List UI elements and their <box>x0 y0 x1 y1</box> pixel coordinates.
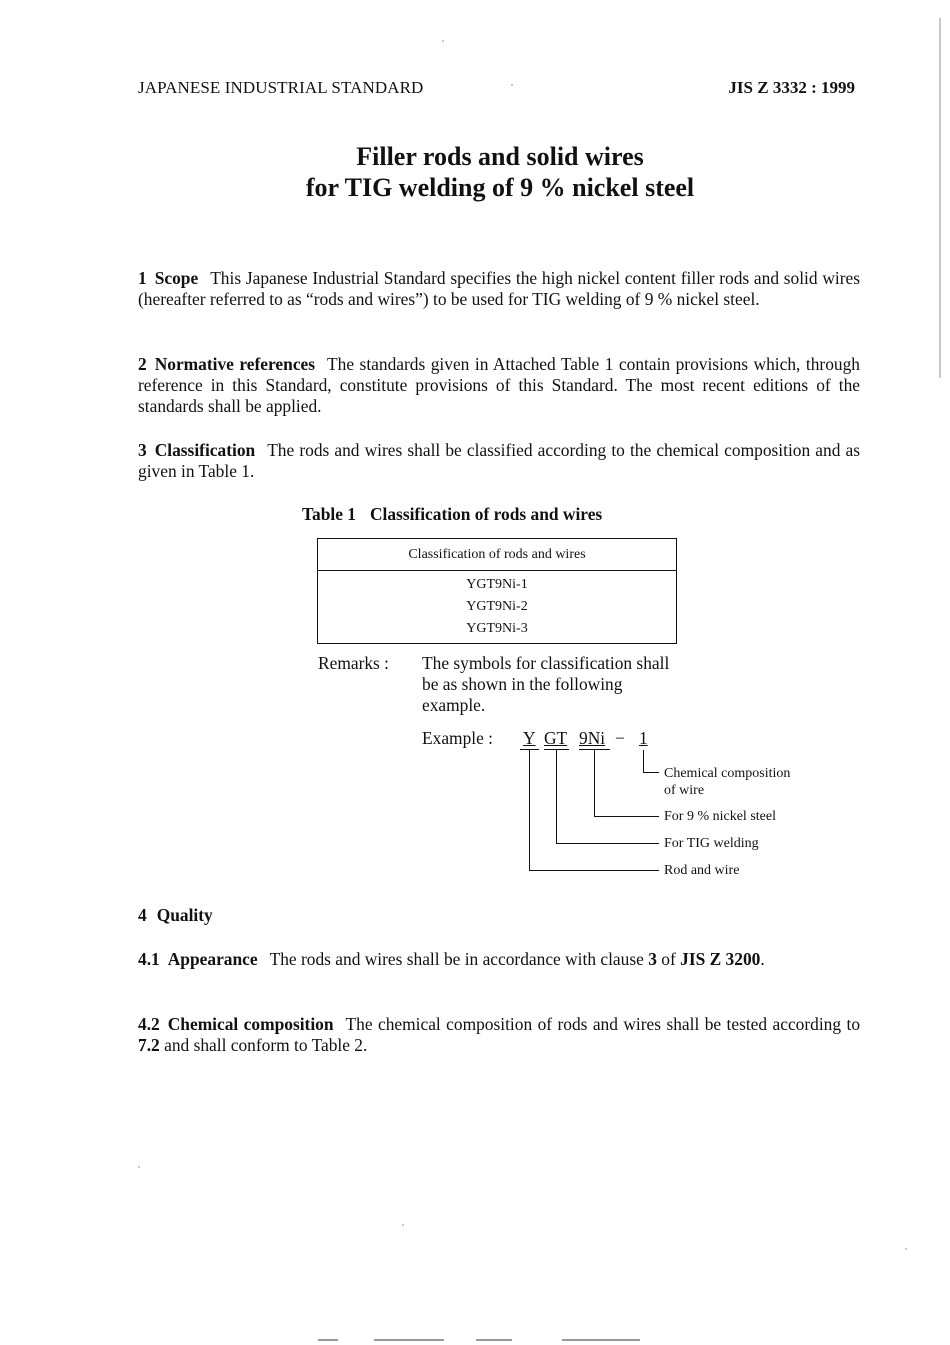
title-line-1: Filler rods and solid wires <box>356 142 644 171</box>
remarks-text: The symbols for classification shall be as shown in the following example. <box>422 653 670 715</box>
leader-line-9ni-horizontal <box>594 816 659 817</box>
tick-y <box>520 749 539 750</box>
section-number: 4.1 <box>138 949 160 969</box>
period: . <box>760 949 765 969</box>
example-symbol-9ni: 9Ni <box>579 728 606 748</box>
leader-line-y-horizontal <box>529 870 659 871</box>
footer-mark <box>318 1339 338 1341</box>
leader-line-9ni-vertical <box>594 750 595 817</box>
example-label: Example : <box>422 728 493 748</box>
table-row: YGT9Ni-1 <box>466 577 528 592</box>
scan-speck <box>905 1248 907 1250</box>
section-normative-references <box>138 354 860 417</box>
section-number: 1 <box>138 268 147 288</box>
section-appearance <box>138 949 860 970</box>
section-classification <box>138 440 860 482</box>
note-nickel-steel: For 9 % nickel steel <box>664 809 776 824</box>
leader-line-y-vertical <box>529 750 530 871</box>
section-heading: Quality <box>156 905 213 925</box>
section-heading: Normative references <box>154 354 316 374</box>
section-text: The rods and wires shall be classified according to the chemical composition and as given in Table 1. <box>138 440 860 481</box>
section-text: The standards given in Attached Table 1 contain provisions which, through reference in this Standard, constitute provisions of this Standard. The most recent editions of the standards shall be applied. <box>138 354 860 416</box>
table-number: Table 1 <box>302 504 356 524</box>
note-chemical-composition <box>664 765 790 799</box>
scan-speck <box>511 84 513 86</box>
standard-number: JIS Z 3332 : 1999 <box>728 78 855 97</box>
section-heading: Scope <box>154 268 199 288</box>
tick-gt <box>544 749 569 750</box>
scan-speck <box>442 40 444 42</box>
table-title: Classification of rods and wires <box>369 504 603 524</box>
table-row: YGT9Ni-2 <box>466 599 528 614</box>
footer-mark <box>562 1339 640 1341</box>
note-line: of wire <box>664 783 705 798</box>
note-tig-welding: For TIG welding <box>664 836 759 851</box>
standard-label: JAPANESE INDUSTRIAL STANDARD <box>138 78 424 97</box>
clause-reference: 3 <box>648 949 657 969</box>
section-number: 3 <box>138 440 147 460</box>
title-line-2: for TIG welding of 9 % nickel steel <box>305 173 695 202</box>
leader-line-1-horizontal <box>643 772 659 773</box>
section-number: 2 <box>138 354 147 374</box>
table-caption <box>302 504 602 525</box>
section-heading: Classification <box>154 440 256 460</box>
standard-reference: JIS Z 3200 <box>680 949 761 969</box>
section-text-end: and shall conform to Table 2. <box>164 1035 368 1055</box>
section-quality <box>138 905 213 926</box>
section-number: 4 <box>138 905 147 925</box>
remarks-label: Remarks : <box>318 653 389 673</box>
leader-line-1-vertical <box>643 750 644 773</box>
example-symbol-1: 1 <box>639 728 648 748</box>
scan-speck <box>402 1224 404 1226</box>
section-heading: Appearance <box>167 949 258 969</box>
table-body <box>318 571 676 640</box>
leader-line-gt-vertical <box>556 750 557 844</box>
section-chemical-composition <box>138 1014 860 1056</box>
section-text: This Japanese Industrial Standard specifies the high nickel content filler rods and solid wires (hereafter referred to as “rods and wires”) to be used for TIG welding of 9 % nickel steel. <box>138 268 860 309</box>
table-row: YGT9Ni-3 <box>466 621 528 636</box>
classification-table <box>317 538 677 644</box>
footer-mark <box>374 1339 444 1341</box>
section-text: The chemical composition of rods and wires shall be tested according to <box>345 1014 861 1034</box>
clause-reference: 7.2 <box>138 1035 160 1055</box>
of-text: of <box>661 949 676 969</box>
example-symbol-gt: GT <box>544 728 568 748</box>
table-header: Classification of rods and wires <box>318 539 676 571</box>
section-number: 4.2 <box>138 1014 160 1034</box>
example-dash: − <box>615 728 625 748</box>
section-scope <box>138 268 860 310</box>
leader-line-gt-horizontal <box>556 843 659 844</box>
note-rod-and-wire: Rod and wire <box>664 863 740 878</box>
tick-9ni <box>579 749 610 750</box>
footer-mark <box>476 1339 512 1341</box>
example-symbol-y: Y <box>523 728 536 748</box>
section-text: The rods and wires shall be in accordance with clause <box>269 949 644 969</box>
section-heading: Chemical composition <box>167 1014 334 1034</box>
document-title <box>0 141 950 203</box>
scan-speck <box>138 1166 140 1168</box>
note-line: Chemical composition <box>664 766 791 781</box>
